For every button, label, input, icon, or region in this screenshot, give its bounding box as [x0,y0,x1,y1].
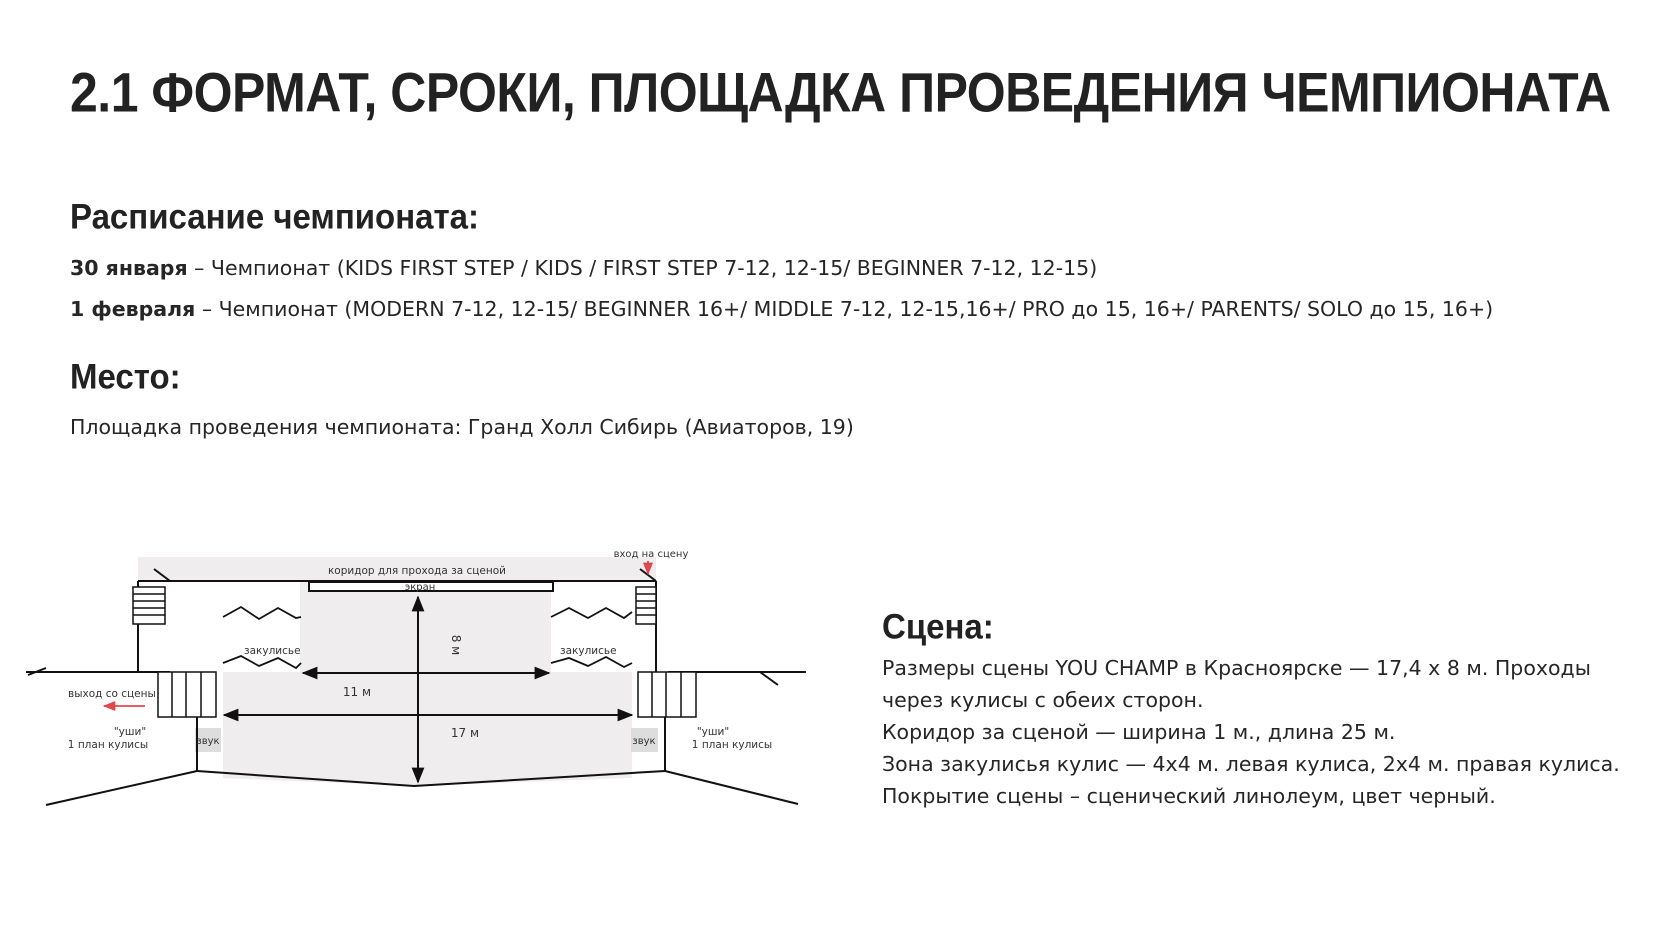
schedule-item [70,295,1493,323]
ears-wings-left [158,672,216,717]
curtain-left-bottom [223,656,301,668]
backstage-left-label: закулисье [244,645,301,657]
scene-line: Коридор за сценой — ширина 1 м., длина 25 м. [882,720,1396,744]
depth-label: 8 м [449,634,463,656]
screen-label: экран [404,582,436,593]
corridor-label: коридор для прохода за сценой [327,565,507,577]
sound-right-label: звук [632,736,656,747]
sound-left-label: звук [196,736,220,747]
ears-left-sublabel: 1 план кулисы [67,739,149,751]
schedule-item-date: 30 января [70,256,188,280]
ears-right-label: "уши" [696,726,730,738]
scene-line: Покрытие сцены – сценический линолеум, цвет черный. [882,784,1496,808]
stairs-right [636,587,656,624]
scene-heading: Сцена: [882,606,994,647]
schedule-item-date: 1 февраля [70,297,196,321]
backstage-right-label: закулисье [560,645,617,657]
scene-line: Размеры сцены YOU CHAMP в Красноярске — 17,4 х 8 м. Проходы [882,656,1591,680]
schedule-item-text: – Чемпионат (KIDS FIRST STEP / KIDS / FIRST STEP 7-12, 12-15/ BEGINNER 7-12, 12-15) [187,256,1098,280]
schedule-item-text: – Чемпионат (MODERN 7-12, 12-15/ BEGINNER 16+/ MIDDLE 7-12, 12-15,16+/ PRO до 15, 16+/ PARENTS/ SOLO до 15, 16+) [195,297,1494,321]
full-width-label: 17 м [450,726,480,740]
scene-line: через кулисы с обеих сторон. [882,688,1204,712]
ears-left-label: "уши" [113,726,147,738]
ears-wings-right [638,672,696,717]
stage-plan-diagram [20,535,820,820]
curtain-left-top [223,607,301,619]
schedule-heading: Расписание чемпионата: [70,196,480,237]
place-heading: Место: [70,356,181,397]
page-title: 2.1 ФОРМАТ, СРОКИ, ПЛОЩАДКА ПРОВЕДЕНИЯ ЧЕМПИОНАТА [70,60,1611,124]
place-text: Площадка проведения чемпионата: Гранд Холл Сибирь (Авиаторов, 19) [70,415,854,439]
entrance-label: вход на сцену [613,549,689,560]
ears-right-sublabel: 1 план кулисы [691,739,773,751]
stairs-left [133,587,165,624]
scene-line: Зона закулисья кулис — 4х4 м. левая кулиса, 2х4 м. правая кулиса. [882,752,1620,776]
curtain-right-bottom [551,657,632,667]
schedule-item [70,254,1097,282]
exit-label: выход со сцены [68,688,156,700]
scene-description [882,652,1620,812]
inner-width-label: 11 м [342,685,372,699]
curtain-right-top [551,608,632,618]
